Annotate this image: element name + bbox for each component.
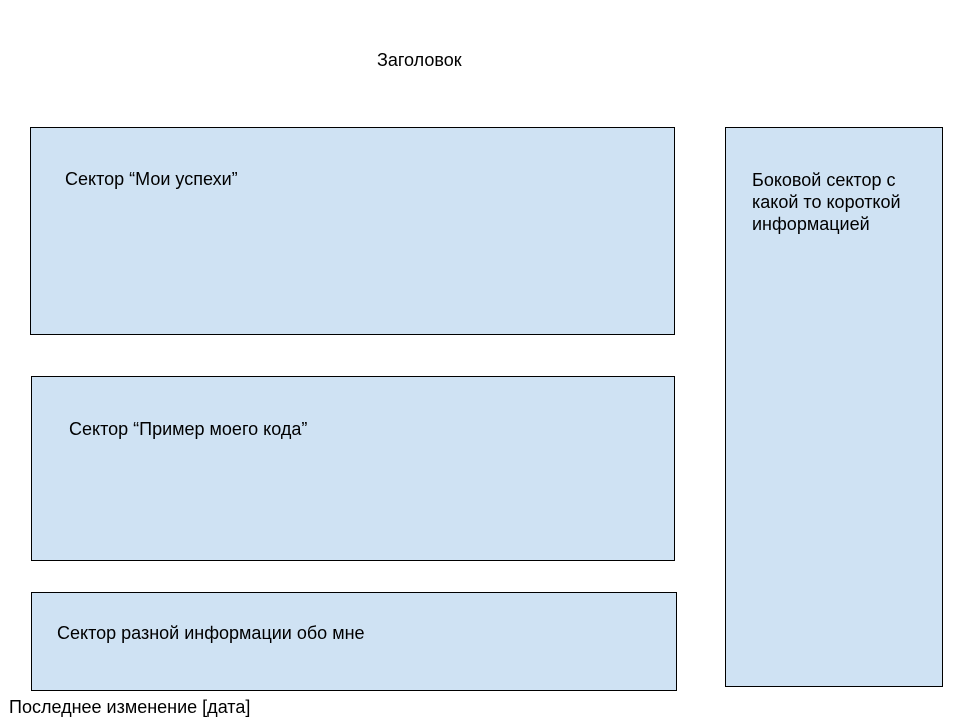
sidebar-section-label: Боковой сектор с какой то короткой информацией — [752, 170, 901, 234]
code-example-section-label: Сектор “Пример моего кода” — [69, 419, 308, 439]
sidebar-section — [725, 127, 943, 687]
code-example-section — [31, 376, 675, 561]
last-modified-footer: Последнее изменение [дата] — [9, 697, 251, 717]
about-me-section-label: Сектор разной информации обо мне — [57, 623, 365, 643]
page-title: Заголовок — [377, 50, 462, 70]
achievements-section — [30, 127, 675, 335]
achievements-section-label: Сектор “Мои успехи” — [65, 169, 238, 189]
about-me-section — [31, 592, 677, 691]
